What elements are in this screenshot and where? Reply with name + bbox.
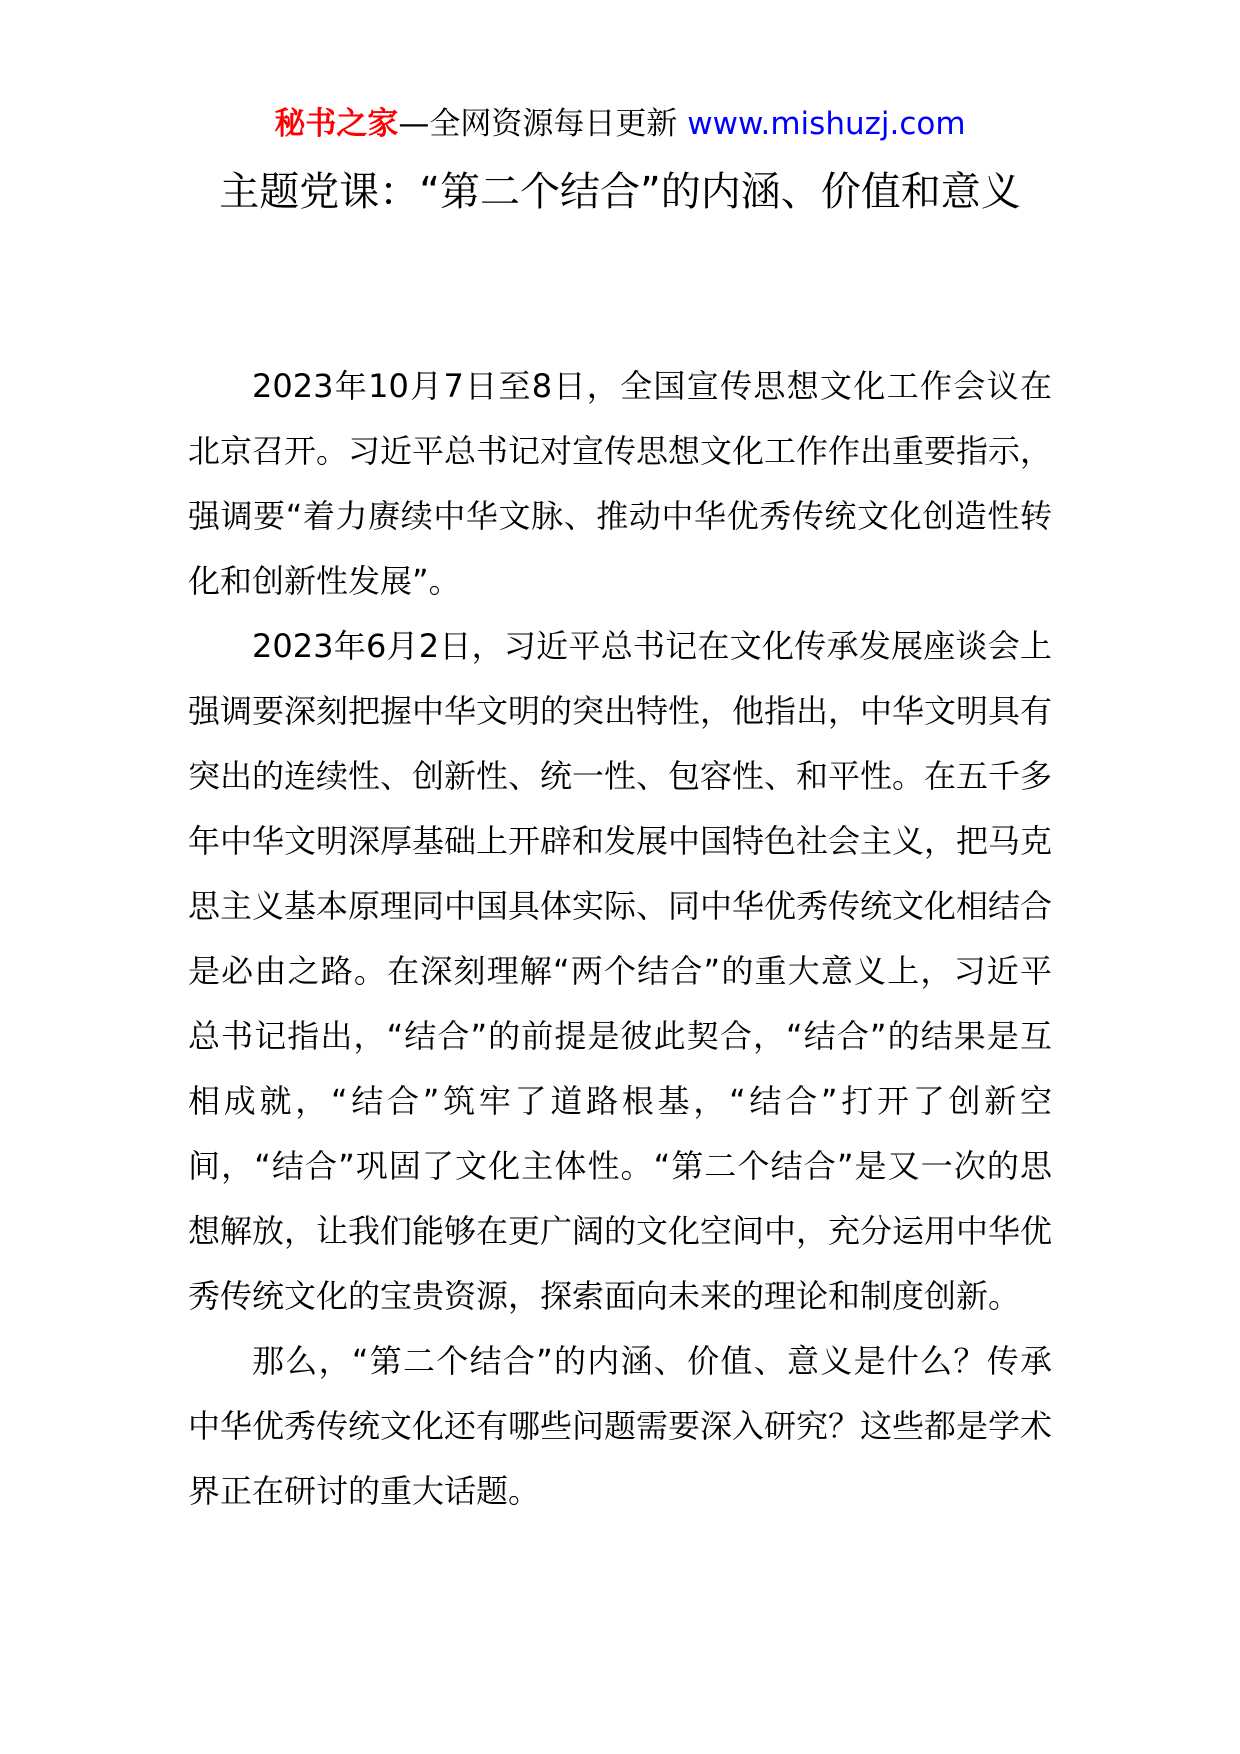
paragraph: 那么，“第二个结合”的内涵、价值、意义是什么？传承中华优秀传统文化还有哪些问题需要深入研究？这些都是学术界正在研讨的重大话题。 — [188, 1342, 1053, 1510]
site-header — [0, 100, 1240, 148]
site-slogan: —全网资源每日更新 — [398, 106, 678, 142]
paragraph: 2023年10月7日至8日，全国宣传思想文化工作会议在北京召开。习近平总书记对宣传思想文化工作作出重要指示，强调要“着力赓续中华文脉、推动中华优秀传统文化创造性转化和创新性发展”。 — [188, 367, 1053, 600]
site-url[interactable]: www.mishuzj.com — [687, 106, 966, 142]
brand-name: 秘书之家 — [274, 106, 399, 142]
document-title: 主题党课：“第二个结合”的内涵、价值和意义 — [219, 169, 1021, 215]
document-body — [188, 354, 1052, 1524]
paragraph: 2023年6月2日，习近平总书记在文化传承发展座谈会上强调要深刻把握中华文明的突出特性，他指出，中华文明具有突出的连续性、创新性、统一性、包容性、和平性。在五千多年中华文明深厚基础上开辟和发展中国特色社会主义，把马克思主义基本原理同中国具体实际、同中华优秀传统文化相结合是必由之路。在深刻理解“两个结合”的重大意义上，习近平总书记指出，“结合”的前提是彼此契合，“结合”的结果是互相成就，“结合”筑牢了道路根基，“结合”打开了创新空间，“结合”巩固了文化主体性。“第二个结合”是又一次的思想解放，让我们能够在更广阔的文化空间中，充分运用中华优秀传统文化的宝贵资源，探索面向未来的理论和制度创新。 — [188, 627, 1053, 1315]
